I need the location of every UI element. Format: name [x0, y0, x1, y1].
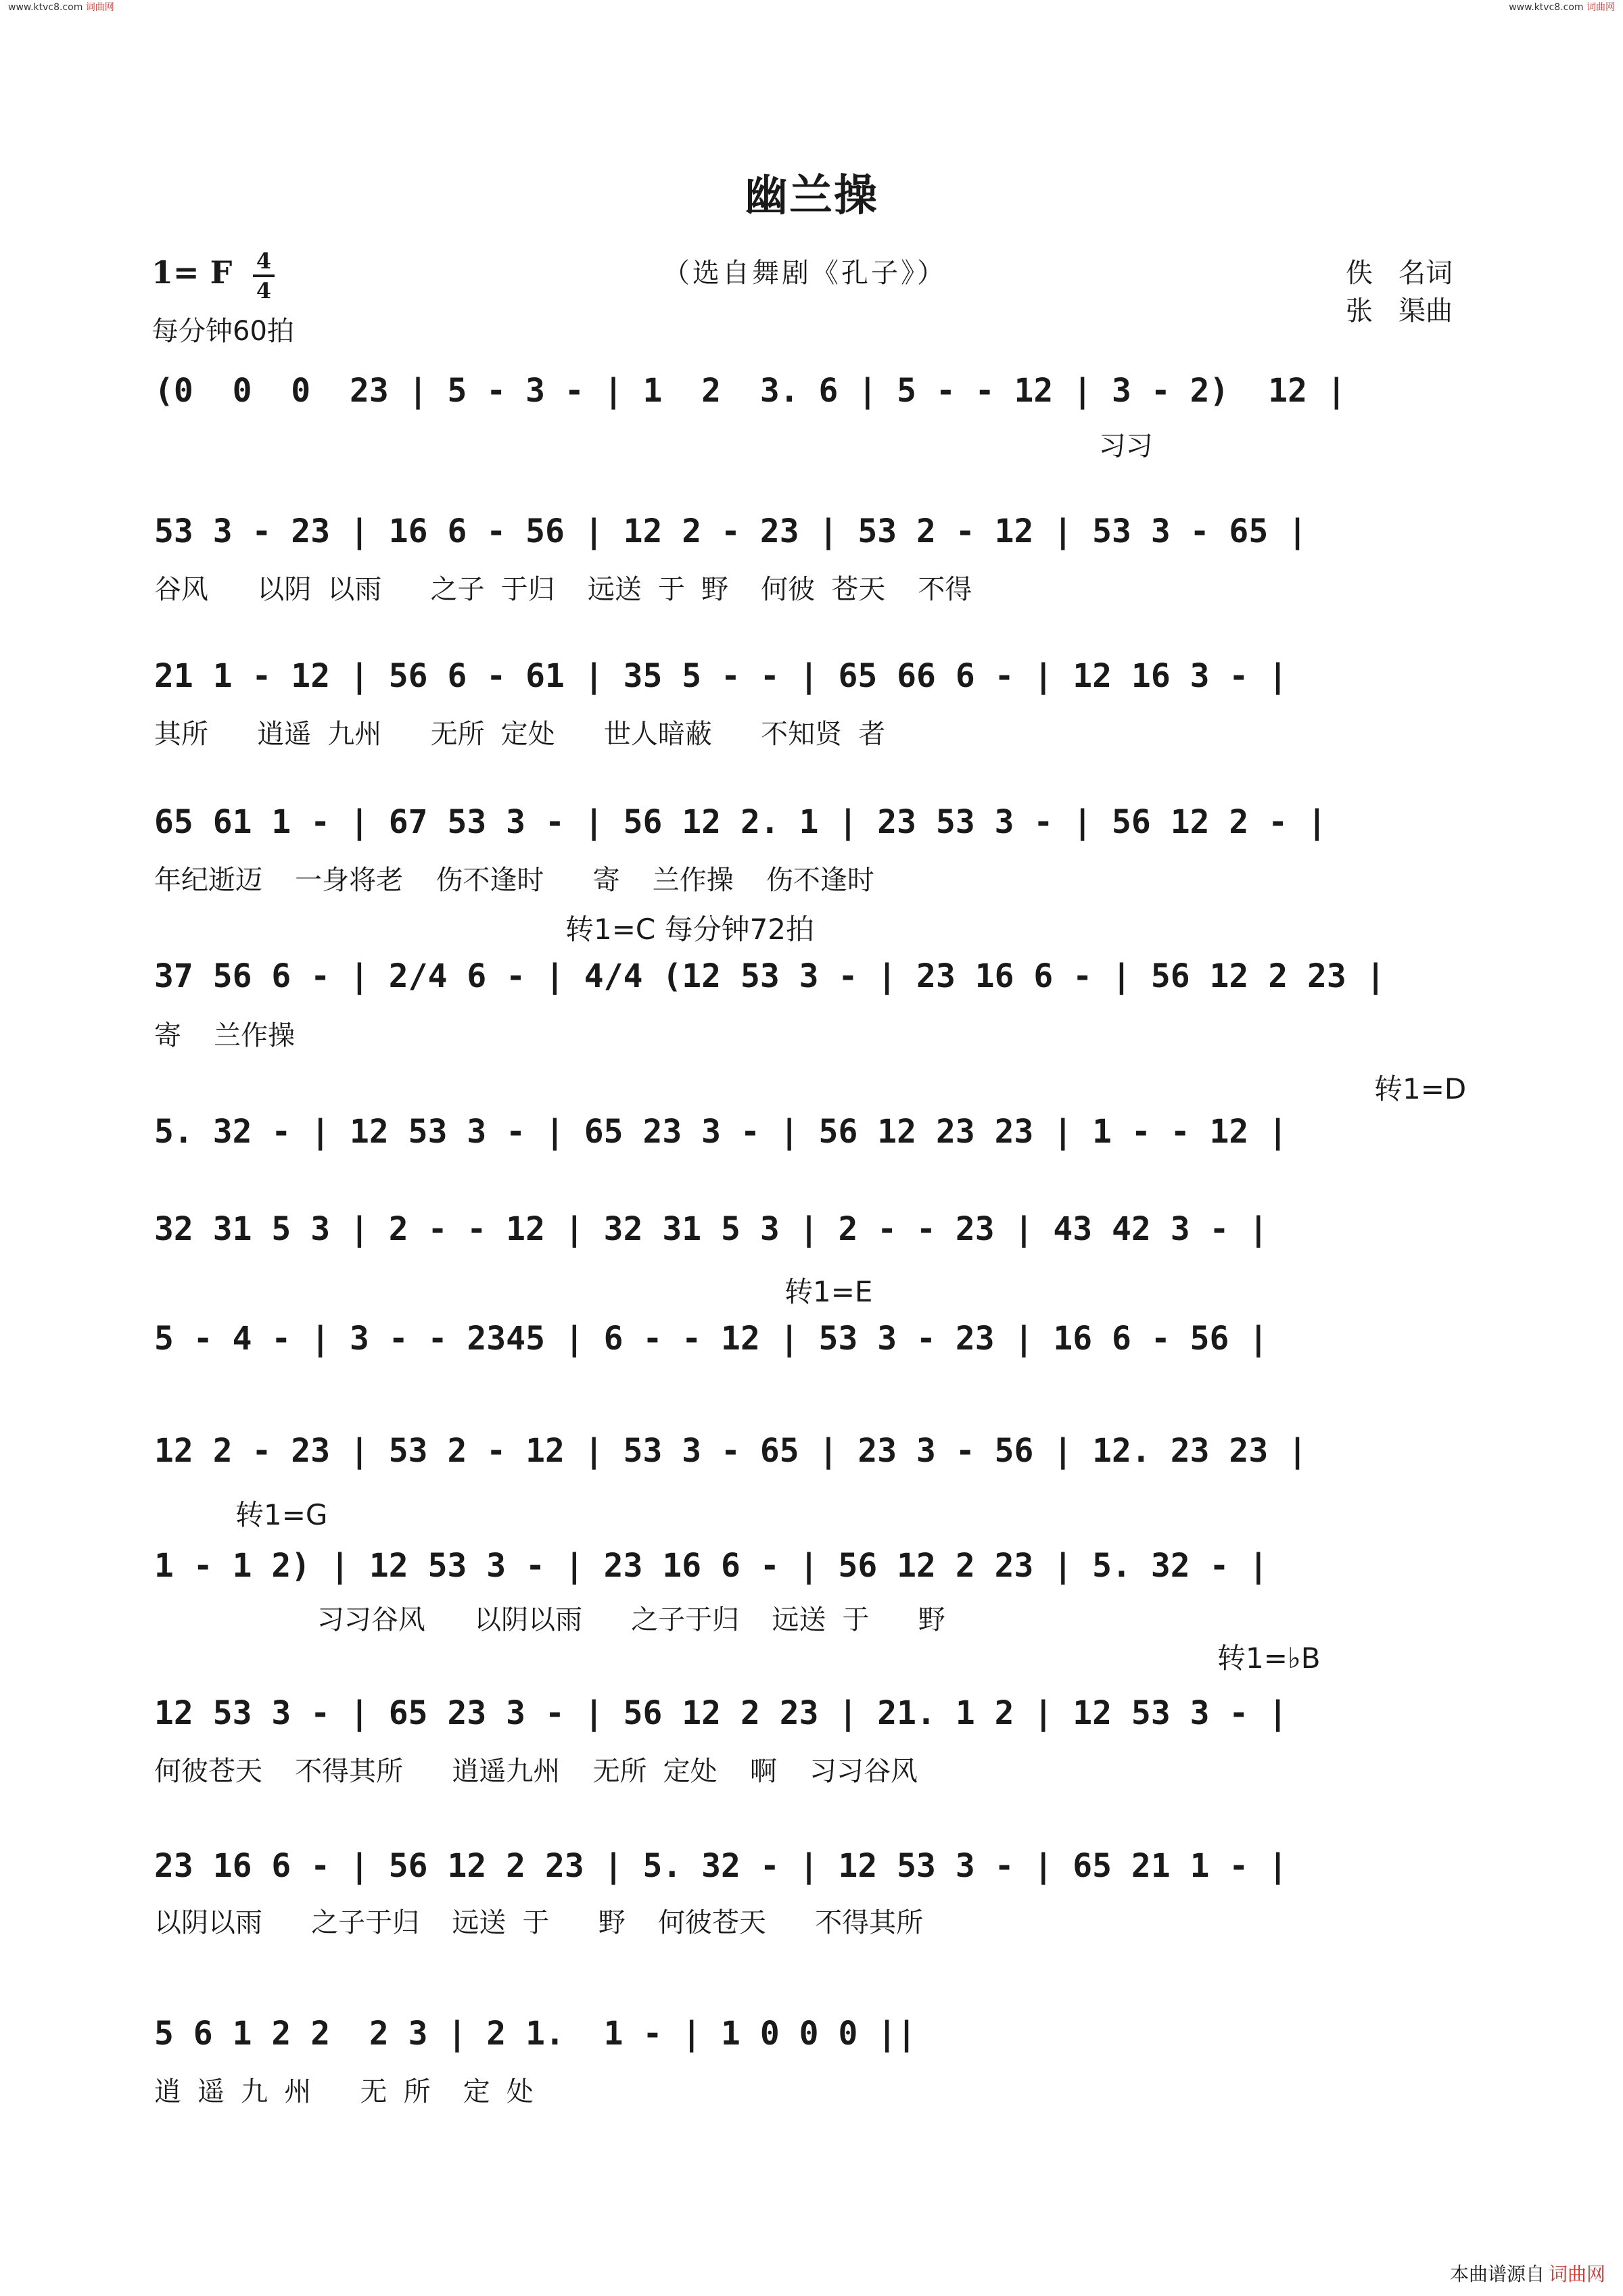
notation-line: 32 31 5 3 | 2 - - 12 | 32 31 5 3 | 2 - - 23 | 43 42 3 - | [154, 1210, 1269, 1248]
lyric-line: 以阴以雨 之子于归 远送 于 野 何彼苍天 不得其所 [154, 1907, 924, 1938]
notation-line: 37 56 6 - | 2/4 6 - | 4/4 (12 53 3 - | 23 16 6 - | 56 12 2 23 | [154, 957, 1386, 995]
modulation-c: 转1=C 每分钟72拍 [565, 913, 815, 946]
notation-line: 12 2 - 23 | 53 2 - 12 | 53 3 - 65 | 23 3 - 56 | 12. 23 23 | [154, 1432, 1308, 1470]
lyric-line: 谷风 以阴 以雨 之子 于归 远送 于 野 何彼 苍天 不得 [154, 574, 972, 605]
composer: 张 渠曲 [1346, 295, 1453, 327]
site-name-left: 词曲网 [85, 2, 114, 13]
time-signature [250, 249, 277, 303]
footer-credit [1450, 2259, 1605, 2287]
subtitle: （选自舞剧《孔子》） [663, 258, 947, 289]
time-sig-bottom: 4 [256, 278, 272, 304]
modulation-bflat: 转1=♭B [1217, 1642, 1321, 1675]
lyric-line: 习习 [154, 431, 1153, 462]
footer-label: 本曲谱源自 [1449, 2263, 1545, 2285]
notation-line: (0 0 0 23 | 5 - 3 - | 1 2 3. 6 | 5 - - 12 | 3 - 2) 12 | [154, 372, 1346, 410]
key-signature: 1= F [151, 254, 233, 291]
tempo: 每分钟60拍 [151, 316, 294, 347]
site-header-left [8, 0, 114, 14]
lyric-line: 习习谷风 以阴以雨 之子于归 远送 于 野 [154, 1604, 945, 1635]
time-sig-top: 4 [256, 248, 272, 274]
site-url-left: www.ktvc8.com [8, 2, 83, 13]
modulation-g: 转1=G [235, 1498, 328, 1531]
site-url-right: www.ktvc8.com [1509, 2, 1584, 13]
lyricist: 佚 名词 [1346, 258, 1453, 289]
modulation-e: 转1=E [784, 1275, 873, 1308]
lyric-line: 其所 逍遥 九州 无所 定处 世人暗蔽 不知贤 者 [154, 719, 886, 750]
notation-line: 12 53 3 - | 65 23 3 - | 56 12 2 23 | 21. 1 2 | 12 53 3 - | [154, 1694, 1288, 1732]
notation-line: 5 6 1 2 2 2 3 | 2 1. 1 - | 1 0 0 0 || [154, 2015, 917, 2053]
modulation-d: 转1=D [1374, 1072, 1467, 1105]
lyric-line: 逍 遥 九 州 无 所 定 处 [154, 2076, 534, 2107]
lyric-line: 寄 兰作操 [154, 1020, 296, 1051]
score-title: 幽兰操 [745, 171, 878, 221]
site-header-right [1509, 0, 1615, 14]
notation-line: 5. 32 - | 12 53 3 - | 65 23 3 - | 56 12 23 23 | 1 - - 12 | [154, 1113, 1288, 1151]
notation-line: 23 16 6 - | 56 12 2 23 | 5. 32 - | 12 53 3 - | 65 21 1 - | [154, 1847, 1288, 1885]
lyric-line: 年纪逝迈 一身将老 伤不逢时 寄 兰作操 伤不逢时 [154, 865, 874, 896]
notation-line: 1 - 1 2) | 12 53 3 - | 23 16 6 - | 56 12 2 23 | 5. 32 - | [154, 1547, 1269, 1585]
site-name-right: 词曲网 [1586, 2, 1615, 13]
footer-site[interactable]: 词曲网 [1548, 2263, 1605, 2285]
notation-line: 65 61 1 - | 67 53 3 - | 56 12 2. 1 | 23 53 3 - | 56 12 2 - | [154, 803, 1327, 841]
lyric-line: 何彼苍天 不得其所 逍遥九州 无所 定处 啊 习习谷风 [154, 1756, 918, 1787]
notation-line: 5 - 4 - | 3 - - 2345 | 6 - - 12 | 53 3 - 23 | 16 6 - 56 | [154, 1320, 1269, 1358]
time-sig-bar [253, 274, 275, 277]
notation-line: 21 1 - 12 | 56 6 - 61 | 35 5 - - | 65 66 6 - | 12 16 3 - | [154, 657, 1288, 695]
notation-line: 53 3 - 23 | 16 6 - 56 | 12 2 - 23 | 53 2 - 12 | 53 3 - 65 | [154, 512, 1308, 550]
